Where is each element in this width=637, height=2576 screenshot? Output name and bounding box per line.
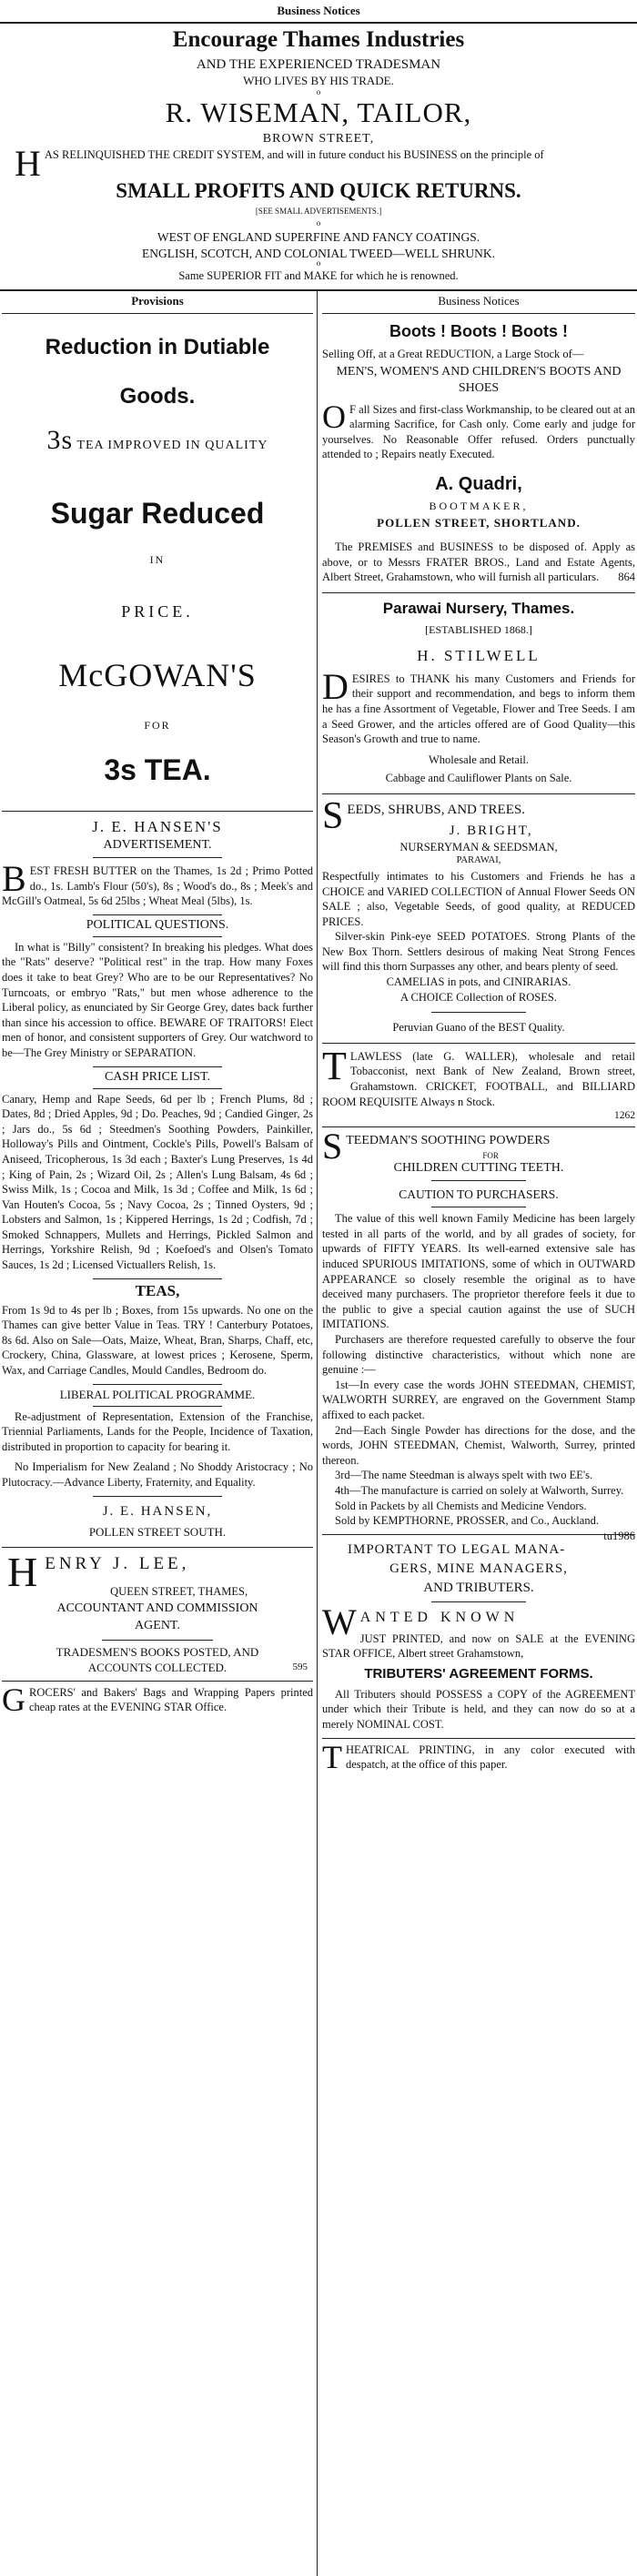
divider (93, 1406, 222, 1407)
ad-body-text: AS RELINQUISHED THE CREDIT SYSTEM, and will in future conduct his BUSINESS on the principle of (44, 148, 544, 161)
divider (2, 811, 313, 812)
lee-line: TRADESMEN'S BOOKS POSTED, AND (56, 1644, 259, 1659)
drop-cap: H (15, 143, 41, 184)
premises-text: The PREMISES and BUSINESS to be disposed of. Apply as above, or to Messrs FRATER BROS., Land and Estate Agents, Albert Street, Grahamstown, who will furnish all particulars. (322, 540, 635, 584)
divider (93, 1088, 222, 1089)
stilwell-text: ESIRES to THANK his many Customers and Friends for their support and recommendation, and begs to inform them he has a fine Assortment of Vegetable, Flower and Tree Seeds. I am a Seed Grower, and the articles offered are of Good Quality—this Season's Growth and true to name. (322, 672, 635, 746)
roses: A CHOICE Collection of ROSES. (400, 990, 557, 1004)
teas-title: TEAS, (135, 1281, 180, 1299)
bright-name: J. BRIGHT, (449, 823, 533, 838)
wanted-text: ANTED KNOWN (359, 1609, 520, 1625)
steedman-point (322, 1513, 635, 1542)
advertisement-word: ADVERTISEMENT. (103, 838, 212, 852)
mcgowan: McGOWAN'S (58, 657, 257, 693)
grocers-text: ROCERS' and Bakers' Bags and Wrapping Papers printed cheap rates at the EVENING STAR Office. (29, 1685, 313, 1714)
steedman-point: 4th—The manufacture is carried on solely at Walworth, Surrey. (335, 1483, 624, 1497)
street: BROWN STREET, (262, 132, 375, 146)
divider (322, 1126, 635, 1127)
divider (431, 1180, 526, 1181)
tailor-name: R. WISEMAN, TAILOR, (165, 96, 472, 128)
lee-line: ACCOUNTS COLLECTED. (87, 1660, 228, 1674)
bright-body: Silver-skin Pink-eye SEED POTATOES. Strong Plants of the New Box Thorn. Settlers desirous of making Neat Strong Fences will find this thorn Surpasses any other, and bears plenty of seed. (322, 930, 635, 974)
price-word: PRICE. (121, 602, 194, 621)
boots-body-text: F all Sizes and first-class Workmanship, to be cleared out at an alarming Sacrifice, for Cash only. Come early and judge for yourselves. No Reasonable Offer refused. Orders punctually attended to ; Repairs neatly Executed. (322, 402, 635, 461)
divider (2, 313, 313, 314)
see-note: [SEE SMALL ADVERTISEMENTS.] (255, 207, 382, 216)
grocers-notice (2, 1681, 313, 1718)
drop-cap: H (7, 1548, 42, 1595)
divider (93, 857, 222, 858)
ad-number: tu1986 (603, 1529, 635, 1542)
divider (93, 936, 222, 937)
quadri-name: A. Quadri, (435, 473, 522, 494)
headline: Reduction in Dutiable (45, 335, 270, 359)
cabbage: Cabbage and Cauliflower Plants on Sale. (385, 772, 572, 785)
wholesale: Wholesale and Retail. (428, 753, 530, 766)
section-label: Business Notices (277, 4, 360, 17)
separator: o (316, 218, 321, 227)
right-column (322, 293, 635, 2576)
drop-cap: G (2, 1681, 25, 1718)
ad-number: 864 (618, 571, 635, 584)
steedman-text: TEEDMAN'S SOOTHING POWDERS (346, 1134, 551, 1148)
tributers-body: All Tributers should POSSESS a COPY of the AGREEMENT under which their Tribute is held, and they can now do so at a merely NOMINAL COST. (322, 1687, 635, 1732)
legal-title: IMPORTANT TO LEGAL MANA- (348, 1541, 566, 1557)
seeds-text: EEDS, SHRUBS, AND TREES. (347, 802, 525, 817)
divider (322, 1043, 635, 1044)
small-word: FOR (144, 719, 171, 732)
divider (322, 1738, 635, 1739)
small-word: IN (149, 553, 166, 566)
political-questions-body: In what is "Billy" consistent? In breaking his pledges. What does the "Rats" deserve? "Political rest" in the trap. How many Foxes does it take to beat Grey? Who are to be our Representatives? No Turncoats, or embryo "Rats," but men whose adherence to the Liberal policy, as enunciated by Sir George Grey, dates back further than since his accession to office. BEWARE OF TRAITORS! Elect men of honor, and consistent supporters of Grey. Our watchword to be—The Grey Ministry or SEPARATION. (2, 940, 313, 1059)
left-column (2, 293, 313, 2576)
bright-place: PARAWAI, (456, 854, 501, 865)
bright-trade: NURSERYMAN & SEEDSMAN, (399, 840, 558, 854)
divider (93, 1066, 222, 1067)
divider (2, 1681, 313, 1682)
steedman-point: 1st—In every case the words JOHN STEEDMAN, CHEMIST, WALWORTH SURREY, are engraved on the Government Stamp affixed to each packet. (322, 1378, 635, 1421)
teas-body: From 1s 9d to 4s per lb ; Boxes, from 15s upwards. No one on the Thames can give better Value in Teas. TRY ! Canterbury Potatoes, 8s 6d. Also on Sale—Oats, Maize, Wheat, Bran, Sharps, Chaff, etc, Crockery, China, Glassware, at lowest prices ; Kerosene, Sperm, Wax, and Carriage Candles, Mould Candles, Bedroom do. (2, 1303, 313, 1378)
headline: Sugar Reduced (50, 497, 265, 530)
boots-headline: Boots ! Boots ! Boots ! (389, 322, 568, 340)
separator: o (316, 258, 321, 268)
caution-title: CAUTION TO PURCHASERS. (399, 1187, 559, 1202)
hansen-address: POLLEN STREET SOUTH. (88, 1524, 227, 1539)
headline: 3s TEA. (104, 753, 211, 786)
butter-text: EST FRESH BUTTER on the Thames, 1s 2d ; Primo Potted do., 1s. Lamb's Flour (50's), 8s ; Wood's do., 8s ; Meek's and McGill's Oatmeal, 5s 6d 25lbs ; Wheat Meal (5lbs), 1s. (2, 864, 313, 908)
headline: Goods. (119, 384, 196, 409)
steedman-point: 2nd—Each Single Powder has directions for the dose, and the words, JOHN STEEDMAN, Chemist, Walworth, Surrey, printed thereon. (322, 1423, 635, 1467)
programme-body: No Imperialism for New Zealand ; No Shoddy Aristocracy ; No Plutocracy.—Advance Liberty, Fraternity, and Equality. (2, 1460, 313, 1489)
selling-off: Selling Off, at a Great REDUCTION, a Large Stock of— (322, 348, 584, 360)
programme-title: LIBERAL POLITICAL PROGRAMME. (59, 1387, 256, 1401)
lee-line: ACCOUNTANT AND COMMISSION (56, 1601, 258, 1615)
divider (322, 313, 635, 314)
theatrical-notice (322, 1738, 635, 1775)
drop-cap: D (322, 665, 349, 707)
lee-line: QUEEN STREET, THAMES, (110, 1584, 248, 1598)
legal-title: AND TRIBUTERS. (423, 1580, 534, 1595)
tea-line: TEA IMPROVED IN QUALITY (76, 439, 268, 452)
divider (322, 1534, 635, 1535)
divider (93, 1496, 222, 1497)
ad-number: 595 (292, 1661, 308, 1672)
ad-line: Same SUPERIOR FIT and MAKE for which he is renowned. (178, 269, 459, 282)
divider (0, 289, 637, 291)
divider (102, 1640, 213, 1641)
ad-subline: WHO LIVES BY HIS TRADE. (243, 74, 394, 87)
lee-name: ENRY J. LEE, (45, 1553, 190, 1573)
steedman-point: 3rd—The name Steedman is always spelt with two EE's. (335, 1469, 593, 1482)
drop-cap: B (2, 858, 26, 899)
steedman-body: Purchasers are therefore requested carefully to observe the four following distinctive characteristics, without which none are genuine :— (322, 1332, 635, 1377)
divider (431, 1601, 526, 1602)
divider (322, 592, 635, 593)
lawless-text: LAWLESS (late G. WALLER), wholesale and retail Tobacconist, next Bank of New Zealand, Brown street, Grahamstown. CRICKET, FOOTBALL, and BILLIARD ROOM REQUISITE Always n Stock. (322, 1049, 635, 1108)
drop-cap: S (322, 1126, 343, 1167)
separator: o (316, 87, 321, 96)
theatrical-text: HEATRICAL PRINTING, in any color executed with despatch, at the office of this paper. (346, 1743, 635, 1772)
column-divider (317, 289, 318, 2576)
drop-cap: T (322, 1738, 342, 1775)
wanted-body: JUST PRINTED, and now on SALE at the EVENING STAR OFFICE, Albert street Grahamstown, (322, 1631, 635, 1661)
hansen-signature: J. E. HANSEN, (102, 1503, 213, 1519)
programme-body: Re-adjustment of Representation, Extension of the Franchise, Triennial Parliaments, Lands for the People, Incidence of Taxation, distributed in proportion to capacity for bearing it. (2, 1409, 313, 1453)
ad-line: ENGLISH, SCOTCH, AND COLONIAL TWEED—WELL SHRUNK. (142, 247, 495, 260)
ad-body (15, 143, 622, 184)
boots-body (322, 398, 635, 462)
legal-title: GERS, MINE MANAGERS, (389, 1561, 568, 1576)
drop-cap: W (322, 1601, 357, 1642)
drop-cap: S (322, 794, 344, 837)
divider (93, 1384, 222, 1385)
stilwell-name: H. STILWELL (417, 646, 541, 664)
established: [ESTABLISHED 1868.] (425, 622, 532, 636)
stilwell-body (322, 665, 635, 747)
wanted-title (322, 1601, 635, 1642)
butter-notice (2, 858, 313, 909)
ad-number: 1262 (614, 1110, 635, 1122)
premises-notice (322, 540, 635, 585)
column-heading: Business Notices (438, 294, 520, 308)
steedman-seller: Sold by KEMPTHORNE, PROSSER, and Co., Auckland. (335, 1514, 599, 1528)
divider (93, 1278, 222, 1279)
drop-cap: T (322, 1043, 347, 1088)
cash-price-body: Canary, Hemp and Rape Seeds, 6d per lb ; French Plums, 8d ; Dates, 8d ; Dried Apples, 9d ; Do. Peaches, 9d ; Candied Ginger, 2s ; Jars do., 5s 6d ; Steedmen's Soothing Powders, Painkiller, Holloway's Pills and Ointment, Cockle's Pills, Powell's Balsam of Aniseed, Tricopherous, 1s 3d each ; Baxter's Lung Preserves, 1s 4d ; King of Pain, 2s ; Wizard Oil, 2s ; Allen's Lung Balsam, 4s 6d ; Swiss Milk, 1s ; Cocoa and Milk, 1s 3d ; Coffee and Milk, 1s 6d ; Van Houten's Cocoa, 5s ; Navy Cocoa, 2s ; Tinned Oysters, 9d ; Lobsters and Salmon, 1s ; Kippered Herrings, 1s 2d ; Codfish, 7d ; Smoked Schnappers, Mullets and Herrings, Pickled Salmon and Herrings, Yorkshire Relish, 9d ; Koefoed's and Olsen's Tomato Sauces, 1s 2d ; Licensed Victuallers Relish, 1s. (2, 1092, 313, 1272)
political-questions-title: POLITICAL QUESTIONS. (86, 917, 229, 932)
parawai-title: Parawai Nursery, Thames. (382, 599, 575, 617)
camelias: CAMELIAS in pots, and CINIRARIAS. (386, 975, 571, 989)
divider (431, 1012, 526, 1013)
ad-big-line: SMALL PROFITS AND QUICK RETURNS. (116, 179, 521, 202)
tea-price: 3s (46, 425, 74, 455)
steedman-body: The value of this well known Family Medicine has been largely tested in all parts of the world, and by all grades of society, for upwards of FIFTY YEARS. Its well-earned extensive sale has induced SPURIOUS IMITATIONS, some of which in OUTWARD APPEARANCE so closely resemble the original as to have deceived many purchasers. The proprietor therefore feels it due to the public to give a special caution against the use of SUCH IMITATIONS. (322, 1212, 635, 1331)
divider (322, 793, 635, 794)
ad-line: WEST OF ENGLAND SUPERFINE AND FANCY COATINGS. (157, 230, 480, 244)
lee-line-row (2, 1660, 313, 1675)
bright-body: Respectfully intimates to his Customers and Friends he has a CHOICE and VARIED COLLECTION of Annual Flower Seeds ON SALE ; also, Vegetable Seeds, of good quality, at REDUCED PRICES. (322, 869, 635, 928)
divider (93, 914, 222, 915)
steedman-subtitle: CHILDREN CUTTING TEETH. (393, 1161, 564, 1176)
lawless-notice (322, 1043, 635, 1109)
column-heading: Provisions (131, 294, 184, 308)
quadri-trade: BOOTMAKER, (429, 499, 529, 512)
ad-headline: Encourage Thames Industries (172, 27, 465, 52)
drop-cap: O (322, 398, 346, 435)
cash-price-title: CASH PRICE LIST. (104, 1069, 211, 1084)
ad-subline: AND THE EXPERIENCED TRADESMAN (196, 57, 441, 72)
quadri-address: POLLEN STREET, SHORTLAND. (377, 515, 581, 530)
small-word: FOR (482, 1151, 499, 1161)
tributers-forms: TRIBUTERS' AGREEMENT FORMS. (364, 1665, 593, 1682)
divider (0, 22, 637, 24)
lee-line: AGENT. (135, 1618, 180, 1632)
steedman-point: Sold in Packets by all Chemists and Medicine Vendors. (335, 1499, 587, 1512)
hansen-title: J. E. HANSEN'S (92, 818, 223, 835)
guano: Peruvian Guano of the BEST Quality. (392, 1021, 565, 1035)
boots-category: MEN'S, WOMEN'S AND CHILDREN'S BOOTS AND SHOES (336, 364, 622, 395)
divider (2, 1547, 313, 1548)
tea-improved (2, 427, 313, 460)
